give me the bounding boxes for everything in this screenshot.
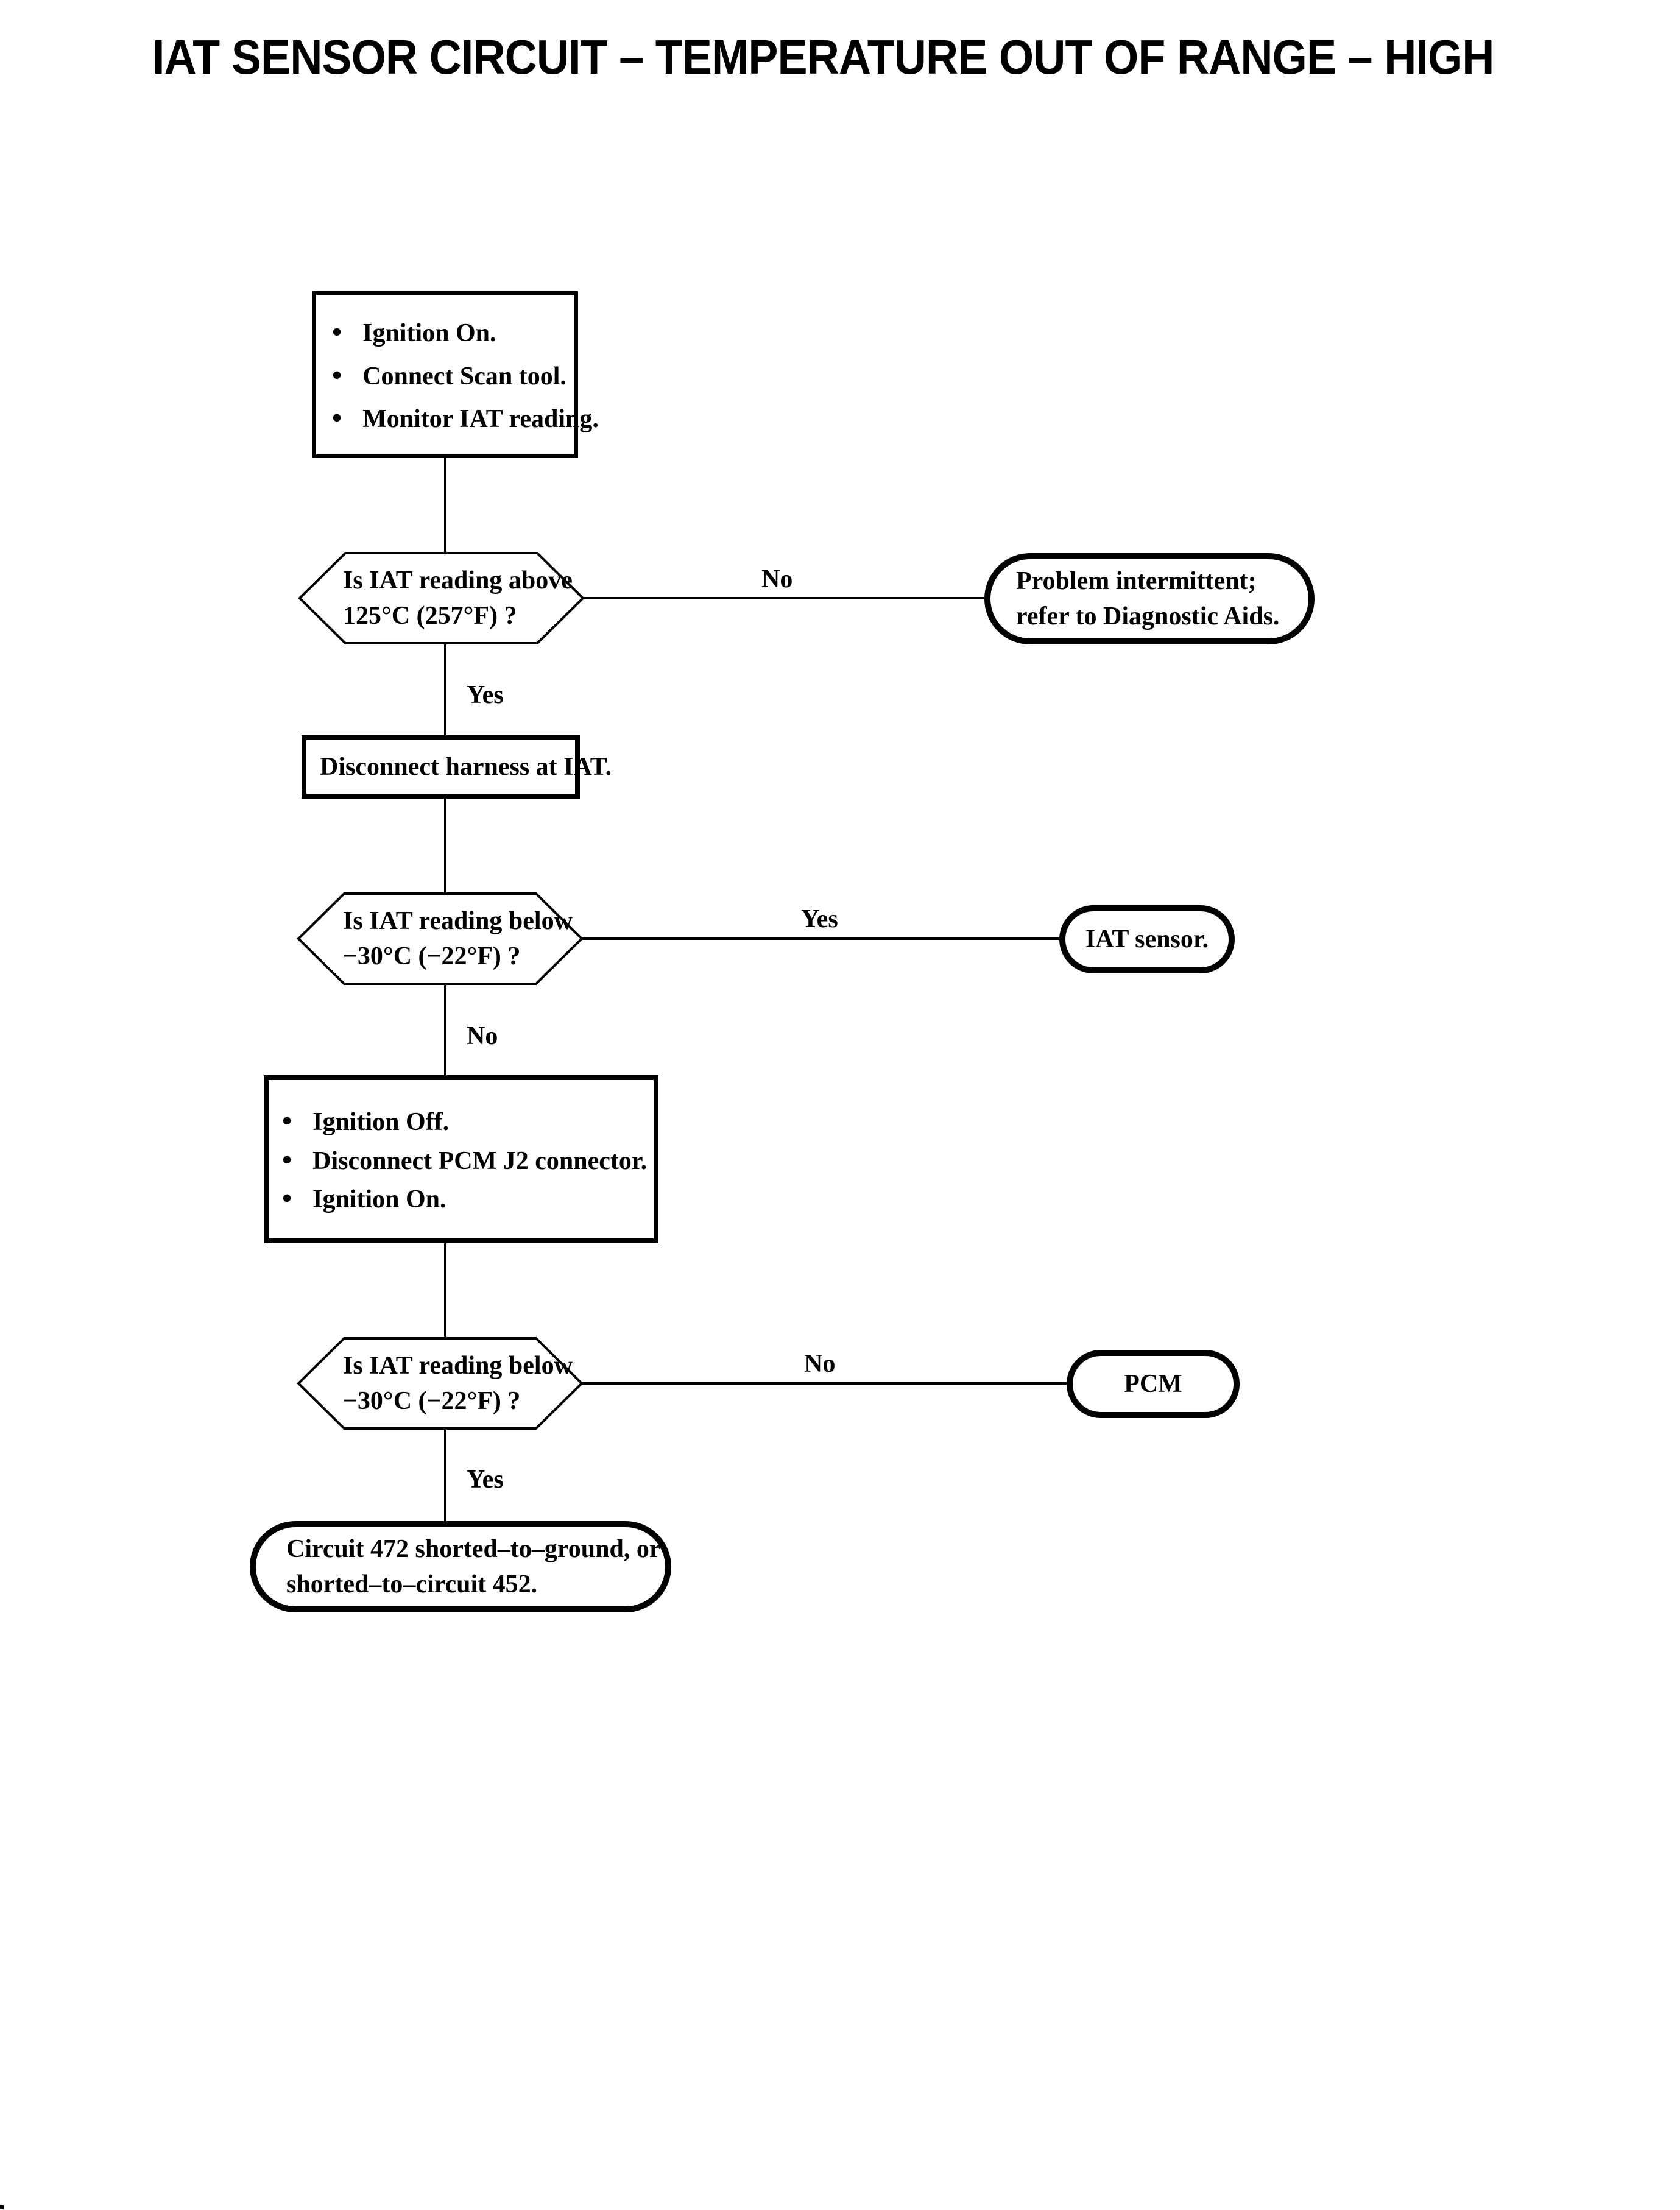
edge-label-no-3: No [804, 1350, 836, 1378]
pcm-prep-box [264, 1075, 658, 1243]
bullet-icon: • [332, 316, 342, 347]
decision-2-text [343, 903, 573, 974]
edge-label-no-1: No [761, 565, 793, 593]
list-item [282, 1104, 654, 1137]
page-title: IAT SENSOR CIRCUIT – TEMPERATURE OUT OF RANGE – HIGH [152, 30, 1494, 84]
bullet-icon: • [282, 1182, 292, 1213]
terminator-circuit-fault [250, 1521, 671, 1612]
edge-label-yes-2: Yes [801, 905, 838, 933]
terminator-pcm [1067, 1350, 1240, 1418]
terminator-iat-sensor-label: IAT sensor. [1085, 925, 1209, 953]
terminator-iat-sensor [1059, 905, 1235, 973]
decision-3-line-2: −30°C (−22°F) ? [343, 1387, 521, 1415]
edge-label-yes-1: Yes [467, 681, 504, 709]
bullet-icon: • [282, 1105, 292, 1136]
list-item-label: Ignition Off. [312, 1108, 450, 1136]
list-item-label: Ignition On. [312, 1185, 446, 1213]
list-item-label: Connect Scan tool. [362, 362, 566, 390]
list-item [282, 1143, 654, 1176]
terminator-circuit-fault-line-1: Circuit 472 shorted–to–ground, or [286, 1535, 661, 1563]
process-disconnect-harness [302, 735, 612, 799]
list-item [332, 401, 599, 434]
list-item [332, 316, 574, 348]
decision-2-line-2: −30°C (−22°F) ? [343, 942, 521, 970]
decision-1-text [343, 563, 573, 634]
list-item-label: Monitor IAT reading. [362, 405, 599, 433]
bullet-icon: • [332, 359, 342, 390]
list-item-label: Ignition On. [362, 319, 496, 347]
terminator-pcm-label: PCM [1124, 1370, 1182, 1398]
decision-1-line-2: 125°C (257°F) ? [343, 602, 517, 630]
bullet-icon: • [332, 402, 342, 433]
list-item [332, 359, 574, 391]
terminator-problem-intermittent-line-1: Problem intermittent; [1016, 567, 1257, 595]
scan-artifact-mark [0, 2205, 4, 2209]
decision-3-line-1: Is IAT reading below [343, 1352, 573, 1380]
terminator-problem-intermittent-line-2: refer to Diagnostic Aids. [1016, 602, 1280, 630]
edge-label-no-2: No [467, 1022, 498, 1050]
start-box [312, 291, 599, 458]
list-item-label: Disconnect PCM J2 connector. [312, 1146, 648, 1175]
terminator-problem-intermittent [984, 553, 1315, 644]
edge-label-yes-3: Yes [467, 1466, 504, 1494]
terminator-circuit-fault-line-2: shorted–to–circuit 452. [286, 1570, 538, 1598]
decision-2-line-1: Is IAT reading below [343, 907, 573, 935]
bullet-icon: • [282, 1143, 292, 1175]
list-item [282, 1182, 654, 1214]
decision-3-text [343, 1348, 573, 1419]
decision-1-line-1: Is IAT reading above [343, 567, 573, 595]
process-disconnect-harness-label: Disconnect harness at IAT. [320, 753, 612, 781]
